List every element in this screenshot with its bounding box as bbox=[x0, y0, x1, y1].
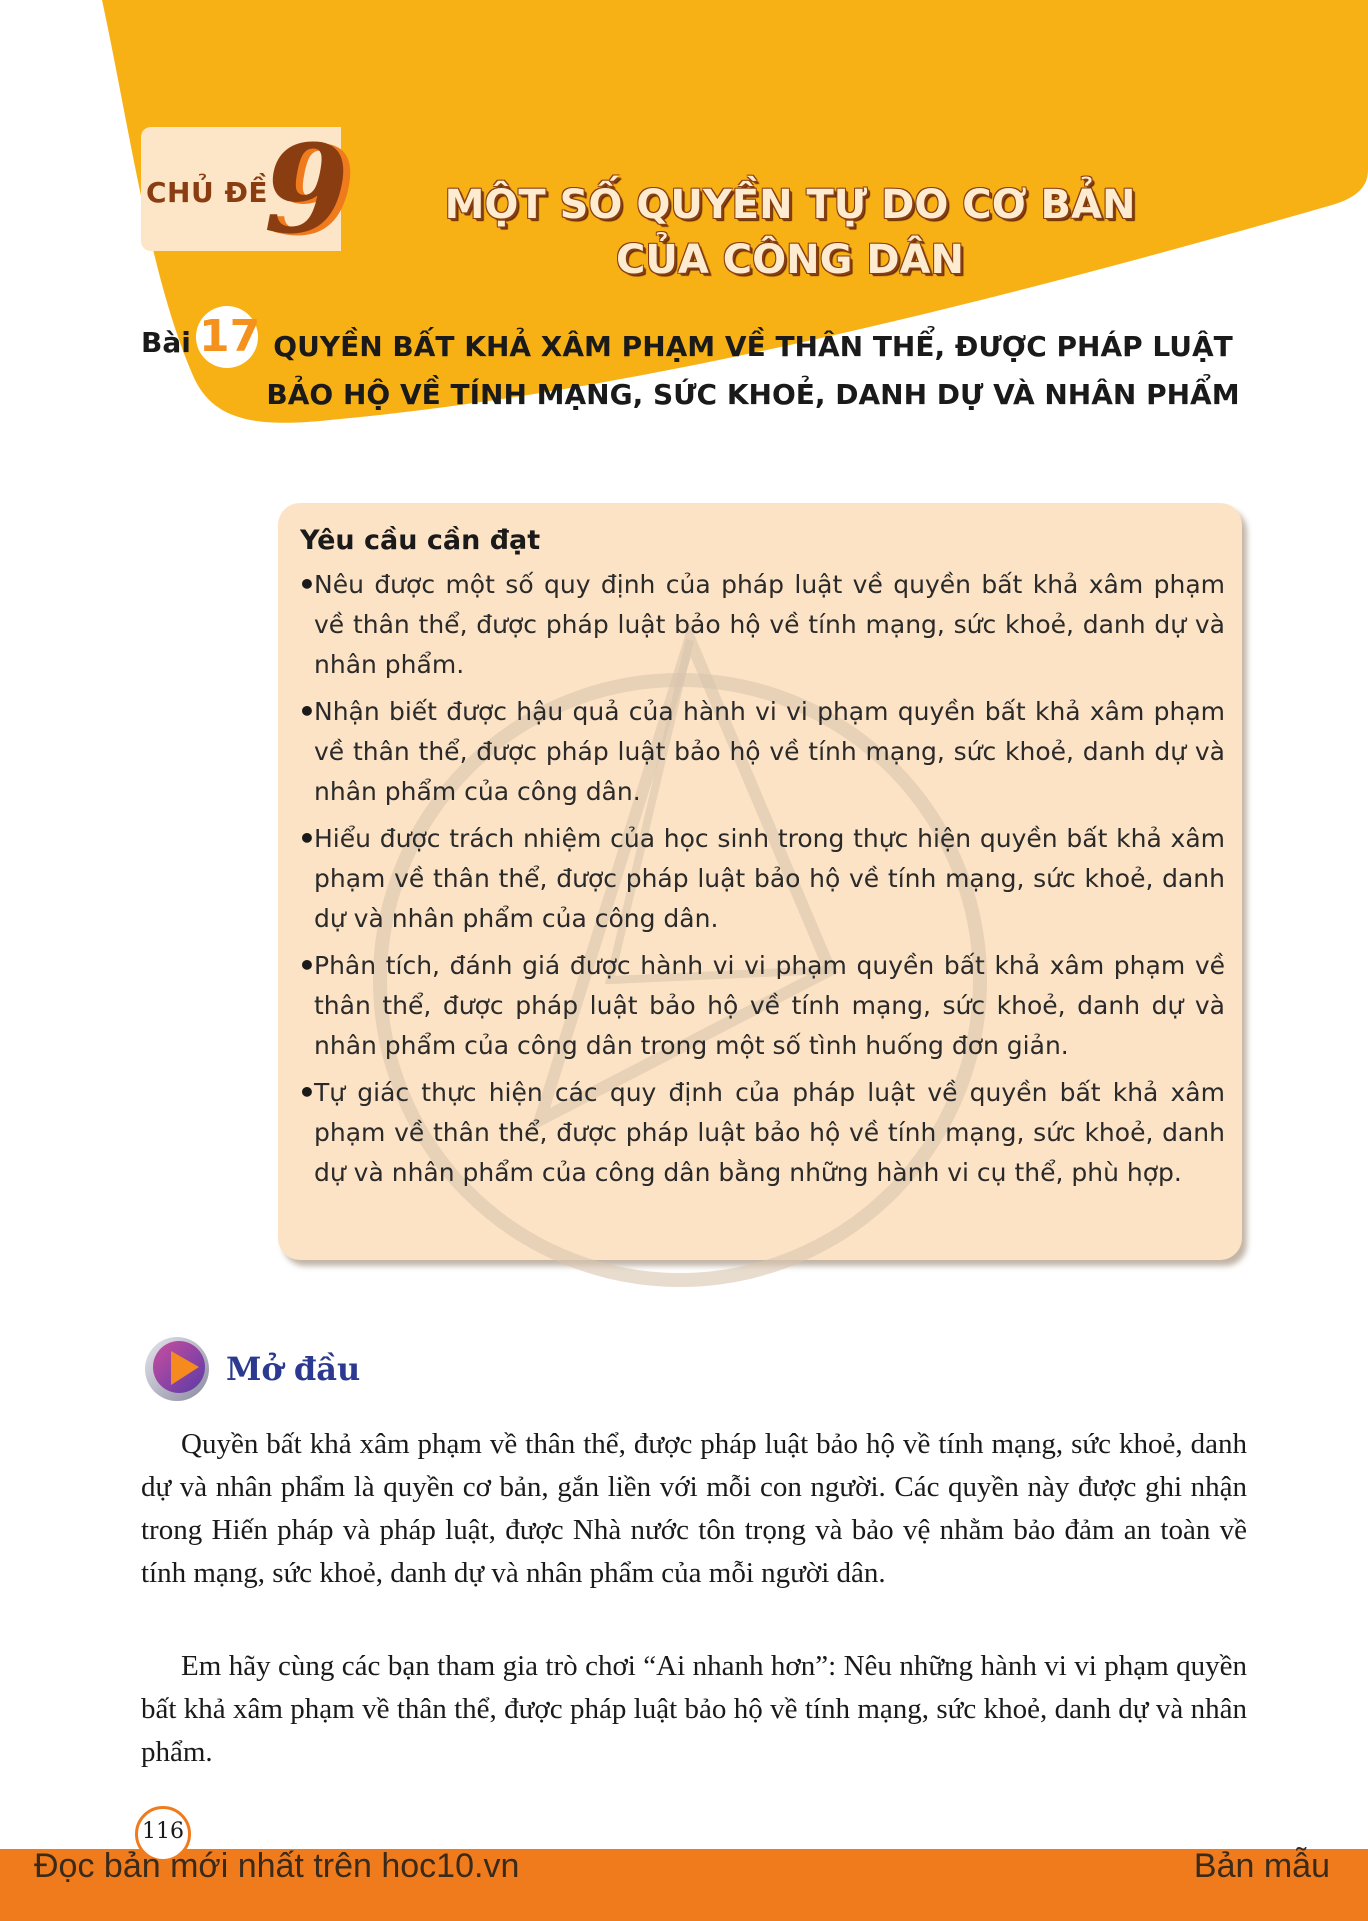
requirement-text: Nhận biết được hậu quả của hành vi vi phạm quyền bất khả xâm phạm về thân thể, được pháp luật bảo hộ về tính mạng, sức khoẻ, danh dự và nhân phẩm của công dân. bbox=[314, 697, 1225, 806]
play-arrow-icon bbox=[143, 1331, 215, 1403]
requirement-text: Nêu được một số quy định của pháp luật về quyền bất khả xâm phạm về thân thể, được pháp luật bảo hộ về tính mạng, sức khoẻ, danh dự và nhân phẩm. bbox=[314, 570, 1225, 679]
requirement-text: Hiểu được trách nhiệm của học sinh trong thực hiện quyền bất khả xâm phạm về thân thể, được pháp luật bảo hộ về tính mạng, sức khoẻ, danh dự và nhân phẩm của công dân. bbox=[314, 824, 1225, 933]
bullet: • bbox=[298, 695, 316, 728]
list-item bbox=[300, 692, 1225, 812]
page-number: 116 bbox=[142, 1819, 184, 1844]
lesson-title bbox=[258, 323, 1248, 419]
requirements-heading: Yêu cầu cần đạt bbox=[300, 525, 541, 556]
list-item bbox=[300, 1073, 1225, 1193]
requirement-text: Tự giác thực hiện các quy định của pháp luật về quyền bất khả xâm phạm về thân thể, được pháp luật bảo hộ về tính mạng, sức khoẻ, danh dự và nhân phẩm của công dân bằng những hành vi cụ thể, phù hợp. bbox=[314, 1078, 1225, 1187]
intro-heading: Mở đầu bbox=[226, 1350, 361, 1388]
list-item bbox=[300, 946, 1225, 1066]
requirements-list bbox=[300, 565, 1225, 1200]
lesson-title-line: BẢO HỘ VỀ TÍNH MẠNG, SỨC KHOẺ, DANH DỰ VÀ NHÂN PHẨM bbox=[266, 378, 1240, 411]
bullet: • bbox=[298, 568, 316, 601]
intro-paragraph: Quyền bất khả xâm phạm về thân thể, được pháp luật bảo hộ về tính mạng, sức khoẻ, danh dự và nhân phẩm là quyền cơ bản, gắn liền với mỗi con người. Các quyền này được ghi nhận trong Hiến pháp và pháp luật, được Nhà nước tôn trọng và bảo vệ nhằm bảo đảm an toàn về tính mạng, sức khoẻ, danh dự và nhân phẩm của mỗi người dân. bbox=[141, 1428, 1247, 1589]
bullet: • bbox=[298, 822, 316, 855]
lesson-number: 17 bbox=[199, 311, 261, 362]
list-item bbox=[300, 819, 1225, 939]
topic-title-line: MỘT SỐ QUYỀN TỰ DO CƠ BẢN bbox=[444, 182, 1136, 228]
topic-number: 9 bbox=[264, 117, 349, 261]
bullet: • bbox=[298, 949, 316, 982]
topic-title-line: CỦA CÔNG DÂN bbox=[616, 237, 964, 283]
intro-paragraph: Em hãy cùng các bạn tham gia trò chơi “Ai nhanh hơn”: Nêu những hành vi vi phạm quyền bất khả xâm phạm về thân thể, được pháp luật bảo hộ về tính mạng, sức khoẻ, danh dự và nhân phẩm. bbox=[141, 1650, 1247, 1768]
lesson-title-line: QUYỀN BẤT KHẢ XÂM PHẠM VỀ THÂN THỂ, ĐƯỢC PHÁP LUẬT bbox=[273, 330, 1233, 363]
topic-title bbox=[390, 178, 1190, 288]
topic-label: CHỦ ĐỀ bbox=[146, 176, 269, 209]
requirement-text: Phân tích, đánh giá được hành vi vi phạm quyền bất khả xâm phạm về thân thể, được pháp luật bảo hộ về tính mạng, sức khoẻ, danh dự và nhân phẩm của công dân trong một số tình huống đơn giản. bbox=[314, 951, 1225, 1060]
lesson-word: Bài bbox=[141, 326, 191, 359]
footer-link-text[interactable]: Đọc bản mới nhất trên hoc10.vn bbox=[34, 1847, 520, 1885]
list-item bbox=[300, 565, 1225, 685]
footer-edition-label: Bản mẫu bbox=[1193, 1847, 1330, 1885]
bullet: • bbox=[298, 1076, 316, 1109]
